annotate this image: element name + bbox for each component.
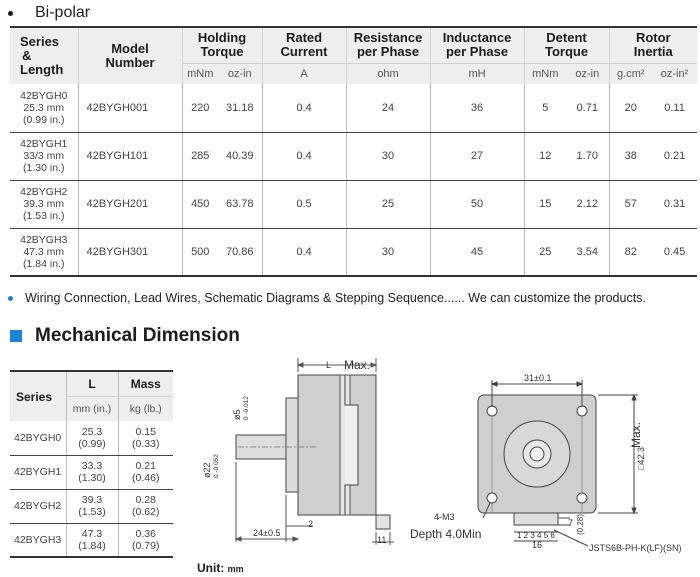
side-view bbox=[236, 358, 394, 545]
mass-cell: 0.28 (0.62) bbox=[118, 489, 173, 523]
l-header: L bbox=[66, 371, 118, 396]
l-cell: 33.3 (1.30) bbox=[66, 455, 118, 489]
mass-series-header: Series bbox=[10, 371, 66, 421]
inductance-cell: 27 bbox=[430, 132, 524, 180]
boss-dia-label: ø22 bbox=[202, 462, 212, 478]
shaft-tol-label: 0 -0.012 bbox=[243, 396, 250, 420]
table-row bbox=[10, 132, 697, 180]
unit-detent-ozin: oz-in bbox=[566, 63, 609, 84]
current-cell: 0.4 bbox=[262, 132, 346, 180]
series-cell: 42BYGH0 bbox=[10, 421, 66, 455]
unit-holding-ozin: oz-in bbox=[218, 63, 262, 84]
length-2-label: 2 bbox=[308, 519, 314, 529]
holding-mnm-cell: 285 bbox=[182, 132, 218, 180]
length-11-label: 11 bbox=[377, 535, 387, 545]
series-cell: 42BYGH2 39.3 mm (1.53 in.) bbox=[10, 180, 78, 228]
unit-inertia-ozin: oz-in² bbox=[652, 63, 697, 84]
boss-tol-label: 0 -0.052 bbox=[213, 454, 220, 478]
holding-mnm-cell: 500 bbox=[182, 228, 218, 276]
inertia-oz-cell: 0.11 bbox=[652, 84, 697, 132]
rated-current-header: Rated Current bbox=[262, 27, 346, 63]
detent-mnm-cell: 25 bbox=[524, 228, 566, 276]
mass-cell: 0.21 (0.46) bbox=[118, 455, 173, 489]
current-cell: 0.5 bbox=[262, 180, 346, 228]
series-cell: 42BYGH0 25.3 mm (0.99 in.) bbox=[10, 84, 78, 132]
detent-mnm-cell: 12 bbox=[524, 132, 566, 180]
inertia-g-cell: 38 bbox=[609, 132, 652, 180]
current-cell: 0.4 bbox=[262, 84, 346, 132]
detent-ozin-cell: 0.71 bbox=[566, 84, 609, 132]
mass-table bbox=[10, 370, 173, 558]
length-7-label: 7 bbox=[568, 518, 574, 528]
depth-label: Depth 4.0Min bbox=[410, 527, 482, 541]
mass-cell: 0.36 (0.79) bbox=[118, 523, 173, 557]
wiring-note-text: Wiring Connection, Lead Wires, Schematic Diagrams & Stepping Sequence...... We can customize the products. bbox=[25, 291, 646, 305]
unit-holding-mnm: mNm bbox=[182, 63, 218, 84]
detent-mnm-cell: 15 bbox=[524, 180, 566, 228]
mechanical-dimension-heading bbox=[10, 325, 240, 347]
resistance-cell: 30 bbox=[346, 132, 430, 180]
unit-label: Unit: mm bbox=[197, 561, 244, 575]
m3-label: 4-M3 bbox=[434, 512, 455, 522]
series-cell: 42BYGH1 bbox=[10, 455, 66, 489]
inertia-g-cell: 82 bbox=[609, 228, 652, 276]
inertia-oz-cell: 0.21 bbox=[652, 132, 697, 180]
shaft-dia-label: ø5 bbox=[232, 409, 242, 420]
inductance-cell: 50 bbox=[430, 180, 524, 228]
mechanical-dimension-title: Mechanical Dimension bbox=[35, 325, 240, 346]
series-header: Series & Length bbox=[10, 27, 78, 84]
rotor-inertia-header: Rotor Inertia bbox=[609, 27, 697, 63]
model-cell: 42BYGH001 bbox=[78, 84, 182, 132]
unit-resistance: ohm bbox=[346, 63, 430, 84]
model-header: Model Number bbox=[78, 27, 182, 84]
mass-unit: kg (lb.) bbox=[118, 396, 173, 421]
bipolar-heading bbox=[8, 2, 90, 24]
bullet-icon bbox=[8, 296, 13, 301]
table-row bbox=[10, 523, 173, 557]
bipolar-heading-text: Bi-polar bbox=[35, 4, 91, 21]
width-31-label: 31±0.1 bbox=[524, 373, 552, 383]
wiring-note bbox=[8, 291, 646, 305]
square-bullet-icon bbox=[10, 330, 22, 342]
detent-mnm-cell: 5 bbox=[524, 84, 566, 132]
resistance-cell: 24 bbox=[346, 84, 430, 132]
connector-label: JSTS6B-PH-K(LF)(SN) bbox=[589, 543, 682, 553]
inertia-g-cell: 20 bbox=[609, 84, 652, 132]
bullet-icon bbox=[8, 11, 13, 16]
table-row bbox=[10, 228, 697, 276]
unit-current: A bbox=[262, 63, 346, 84]
table-row bbox=[10, 84, 697, 132]
inertia-oz-cell: 0.45 bbox=[652, 228, 697, 276]
detent-ozin-cell: 1.70 bbox=[566, 132, 609, 180]
holding-mnm-cell: 220 bbox=[182, 84, 218, 132]
current-cell: 0.4 bbox=[262, 228, 346, 276]
series-cell: 42BYGH1 33/3 mm (1.30 in.) bbox=[10, 132, 78, 180]
length-16-label: 16 bbox=[532, 540, 543, 550]
inductance-cell: 45 bbox=[430, 228, 524, 276]
max-vertical-label: Max. bbox=[629, 421, 643, 448]
resistance-cell: 30 bbox=[346, 228, 430, 276]
holding-torque-header: Holding Torque bbox=[182, 27, 262, 63]
table-row bbox=[10, 180, 697, 228]
model-cell: 42BYGH201 bbox=[78, 180, 182, 228]
l-unit: mm (in.) bbox=[66, 396, 118, 421]
pin-numbers-label: 1 2 3 4 5 6 bbox=[517, 531, 555, 540]
holding-ozin-cell: 70.86 bbox=[218, 228, 262, 276]
mass-cell: 0.15 (0.33) bbox=[118, 421, 173, 455]
table-row bbox=[10, 421, 173, 455]
series-cell: 42BYGH3 47.3 mm (1.84 in.) bbox=[10, 228, 78, 276]
l-label: L bbox=[326, 360, 332, 370]
l-cell: 39.3 (1.53) bbox=[66, 489, 118, 523]
model-cell: 42BYGH101 bbox=[78, 132, 182, 180]
series-cell: 42BYGH3 bbox=[10, 523, 66, 557]
length-028-label: (0.28) bbox=[576, 514, 585, 535]
model-cell: 42BYGH301 bbox=[78, 228, 182, 276]
series-cell: 42BYGH2 bbox=[10, 489, 66, 523]
holding-mnm-cell: 450 bbox=[182, 180, 218, 228]
front-view bbox=[478, 380, 638, 546]
length-24-label: 24±0.5 bbox=[253, 528, 281, 538]
inertia-g-cell: 57 bbox=[609, 180, 652, 228]
l-cell: 47.3 (1.84) bbox=[66, 523, 118, 557]
table-row bbox=[10, 489, 173, 523]
unit-inertia-gcm: g.cm² bbox=[609, 63, 652, 84]
mass-header: Mass bbox=[118, 371, 173, 396]
spec-table bbox=[10, 26, 697, 277]
max-label: Max. bbox=[344, 358, 371, 372]
detent-torque-header: Detent Torque bbox=[524, 27, 609, 63]
height-42-label: □42.3 bbox=[636, 447, 646, 470]
resistance-header: Resistance per Phase bbox=[346, 27, 430, 63]
inertia-oz-cell: 0.31 bbox=[652, 180, 697, 228]
holding-ozin-cell: 31.18 bbox=[218, 84, 262, 132]
unit-detent-mnm: mNm bbox=[524, 63, 566, 84]
holding-ozin-cell: 63.78 bbox=[218, 180, 262, 228]
detent-ozin-cell: 3.54 bbox=[566, 228, 609, 276]
inductance-header: Inductance per Phase bbox=[430, 27, 524, 63]
resistance-cell: 25 bbox=[346, 180, 430, 228]
l-cell: 25.3 (0.99) bbox=[66, 421, 118, 455]
mechanical-drawing bbox=[178, 350, 698, 560]
table-row bbox=[10, 455, 173, 489]
holding-ozin-cell: 40.39 bbox=[218, 132, 262, 180]
inductance-cell: 36 bbox=[430, 84, 524, 132]
unit-inductance: mH bbox=[430, 63, 524, 84]
detent-ozin-cell: 2.12 bbox=[566, 180, 609, 228]
